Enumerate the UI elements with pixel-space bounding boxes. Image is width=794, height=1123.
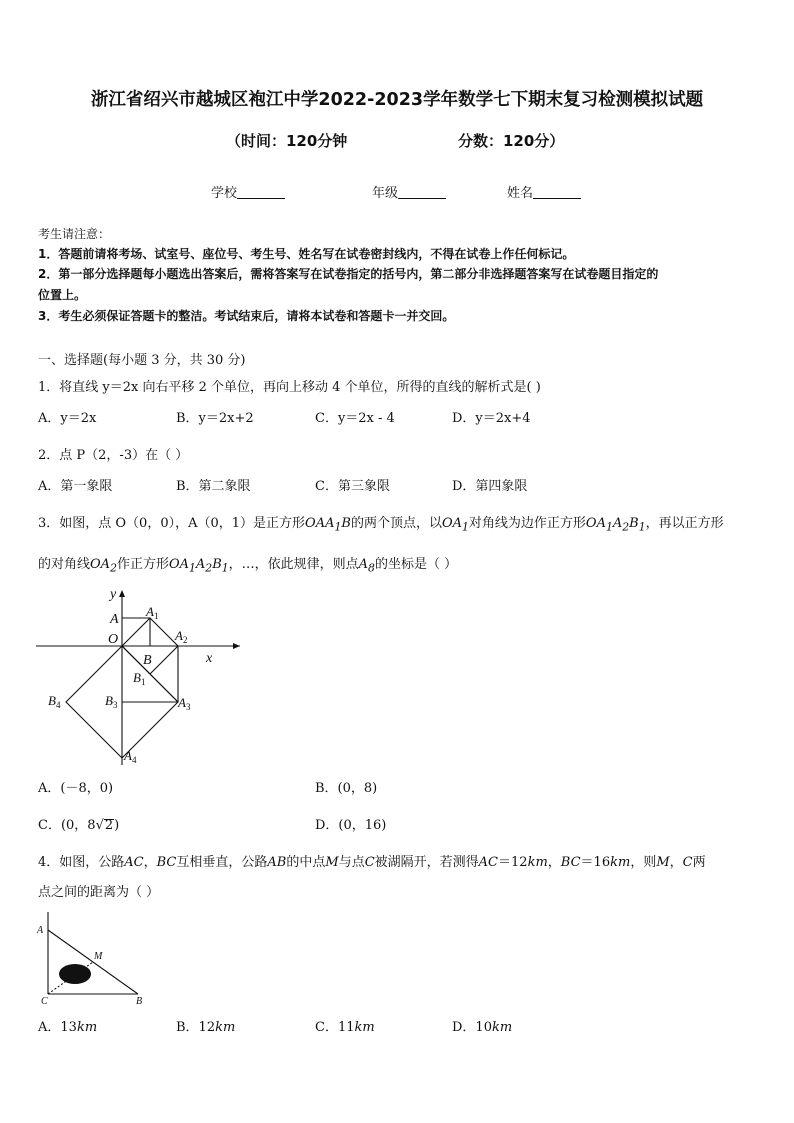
q3-text: 的对角线 — [38, 557, 91, 572]
q4-option-c: C．11km — [315, 1020, 375, 1035]
school-label: 学校 — [211, 186, 238, 201]
label-b: B — [136, 996, 143, 1004]
q1-option-a: A．y＝2x — [38, 411, 97, 426]
q2-stem: 2．点 P（2，-3）在（ ） — [38, 448, 189, 463]
q3-figure — [30, 580, 250, 770]
math-square-2: $OA_1A_2B_1$ — [585, 516, 646, 534]
q3-option-c-close: ) — [114, 818, 120, 833]
label-a2: $A_2$ — [175, 628, 188, 645]
q1-option-b: B．y＝2x+2 — [176, 411, 254, 426]
math-diag-1: $OA_1$ — [441, 516, 469, 534]
name-label: 姓名 — [507, 186, 534, 201]
note-item: 2．第一部分选择题每小题选出答案后，需将答案写在试卷指定的括号内，第二部分非选择题答案写在试卷题目指定的 — [38, 267, 659, 281]
section-heading: 一、选择题(每小题 3 分，共 30 分) — [38, 353, 246, 368]
q3-text: 作正方形 — [116, 557, 169, 572]
q3-option-b: B．(0，8) — [315, 781, 378, 796]
y-axis-arrow-icon — [119, 590, 125, 597]
label-a4: $A_4$ — [124, 748, 137, 765]
label-y: y — [110, 587, 117, 602]
label-c: C — [41, 996, 48, 1004]
page-title: 浙江省绍兴市越城区袍江中学2022-2023学年数学七下期末复习检测模拟试题 — [90, 90, 704, 110]
exam-score: 分数：120分） — [458, 132, 565, 150]
grade-label: 年级 — [372, 186, 399, 201]
q3-stem-line2 — [38, 553, 457, 575]
q2-option-a: A．第一象限 — [38, 479, 113, 494]
label-a: A — [37, 925, 44, 936]
x-axis-arrow-icon — [233, 643, 240, 649]
q4-figure — [34, 906, 154, 1004]
notes-heading: 考生请注意： — [38, 227, 111, 241]
q4-option-d: D．10km — [452, 1020, 513, 1035]
q3-stem-line1 — [38, 512, 724, 534]
q3-text: 3．如图，点 O（0，0），A（0，1）是正方形 — [38, 516, 306, 531]
label-x: x — [206, 651, 213, 666]
note-item: 1．答题前请将考场、试室号、座位号、考生号、姓名写在试卷密封线内，不得在试卷上作任何标记。 — [38, 247, 575, 261]
note-item: 3．考生必须保证答题卡的整洁。考试结束后，请将本试卷和答题卡一并交回。 — [38, 309, 455, 323]
math-point: $A_8$ — [358, 557, 375, 575]
q2-option-c: C．第三象限 — [315, 479, 390, 494]
q3-text: 对角线为边作正方形 — [468, 516, 586, 531]
q1-option-c: C．y＝2x - 4 — [315, 411, 395, 426]
label-a1: $A_1$ — [146, 604, 159, 621]
grade-blank — [398, 185, 446, 199]
sqrt-expression: √2 — [95, 818, 114, 833]
q2-option-b: B．第二象限 — [176, 479, 251, 494]
label-b4: $B_4$ — [48, 693, 61, 710]
label-a: A — [110, 612, 119, 627]
school-field — [211, 182, 285, 201]
math-square-3: $OA_1A_2B_1$ — [168, 557, 229, 575]
q4-stem-line2: 点之间的距离为（ ） — [38, 885, 160, 900]
school-blank — [237, 185, 285, 199]
lake-shape — [59, 964, 91, 984]
q3-text: ，…，依此规律，则点 — [228, 557, 359, 572]
q3-option-c-text: C．(0，8 — [38, 818, 96, 833]
q3-text: 的两个顶点，以 — [350, 516, 442, 531]
q3-option-a: A．(－8，0) — [38, 781, 114, 796]
label-a3: $A_3$ — [178, 695, 191, 712]
label-b3: $B_3$ — [105, 693, 118, 710]
note-item: 位置上。 — [38, 288, 87, 302]
q2-option-d: D．第四象限 — [452, 479, 528, 494]
q3-text: 的坐标是（ ） — [374, 557, 458, 572]
label-m: M — [94, 951, 103, 962]
q4-stem-line1: 4．如图，公路AC，BC互相垂直，公路AB的中点M与点C被湖隔开，若测得AC＝12km，BC＝16km，则M，C两 — [38, 855, 706, 870]
q1-stem: 1．将直线 y＝2x 向右平移 2 个单位，再向上移动 4 个单位，所得的直线的解析式是( ) — [38, 380, 541, 395]
q3-option-c — [38, 814, 119, 833]
q3-text: ，再以正方形 — [645, 516, 724, 531]
exam-time: （时间：120分钟 — [226, 132, 348, 150]
label-b1: $B_1$ — [133, 670, 146, 687]
math-square-1: $OAA_1B$ — [305, 516, 351, 534]
q4-option-b: B．12km — [176, 1020, 236, 1035]
q1-option-d: D．y＝2x+4 — [452, 411, 531, 426]
math-diag-2: $OA_2$ — [90, 557, 117, 575]
grade-field — [372, 182, 446, 201]
label-o: O — [108, 632, 119, 647]
q4-option-a: A．13km — [38, 1020, 98, 1035]
label-b: B — [143, 653, 152, 668]
q3-option-d: D．(0，16) — [315, 818, 387, 833]
name-field — [507, 182, 581, 201]
name-blank — [533, 185, 581, 199]
